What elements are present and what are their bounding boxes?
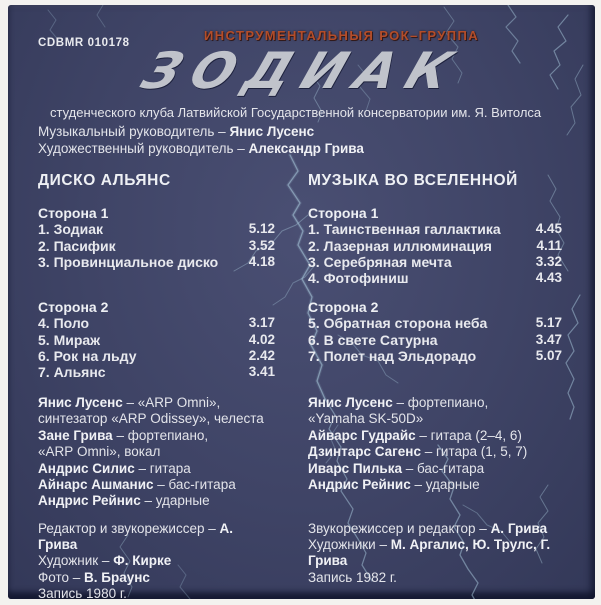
track-time: 4.11: [536, 237, 562, 253]
art-director-line: [38, 141, 364, 158]
side-1-block: [38, 205, 275, 270]
musician-credit: – фортепиано, «ARP Omni», вокал: [38, 427, 209, 460]
track-title: 4. Поло: [38, 315, 90, 332]
musician-name: Дзинтарс Сагенс: [308, 444, 421, 460]
side-1-block: [308, 205, 562, 286]
musician-credit: – бас-гитара: [401, 460, 485, 476]
conservatory-subtitle: студенческого клуба Латвийской Государственной консерватории им. Я. Витолса: [50, 105, 542, 120]
production-name: Ф. Кирке: [113, 553, 172, 569]
track-title: 7. Альянс: [38, 364, 106, 381]
music-director-name: Янис Лусенс: [229, 124, 315, 139]
track-title: 5. Обратная сторона неба: [308, 315, 488, 332]
musician-credit: – «ARP Omni», синтезатор «ARP Odissey», челеста: [38, 395, 264, 427]
production-role: Художник –: [38, 553, 114, 569]
musician-name: Зане Грива: [38, 427, 113, 443]
musician-name: Янис Лусенс: [308, 395, 393, 410]
musician-name: Янис Лусенс: [38, 395, 123, 410]
side-label: Сторона 2: [308, 299, 379, 315]
track-title: 3. Провинциальное диско: [38, 253, 219, 270]
track-title: 3. Серебряная мечта: [308, 253, 452, 270]
track-title: 6. В свете Сатурна: [308, 331, 438, 348]
track-time: 5.07: [535, 347, 562, 363]
album-title: ДИСКО АЛЬЯНС: [38, 172, 171, 189]
side-2-block: [38, 299, 275, 380]
musician-line: [38, 395, 276, 428]
album-back-cover-card: [8, 5, 595, 599]
musicians-block: [38, 395, 276, 510]
group-type-label: ИНСТРУМЕНТАЛЬНЫЯ РОК–ГРУППА: [204, 28, 480, 43]
leaders-block: [38, 124, 364, 157]
album-title: МУЗЫКА ВО ВСЕЛЕННОЙ: [308, 172, 518, 189]
track-title: 7. Полет над Эльдорадо: [308, 347, 477, 364]
side-label: Сторона 1: [308, 205, 379, 221]
production-name: В. Браунс: [84, 569, 150, 585]
production-credits-block: [308, 521, 562, 586]
track-title: 1. Таинственная галлактика: [308, 221, 501, 238]
track-row: [38, 348, 275, 364]
musician-credit: – гитара: [134, 460, 191, 476]
track-time: 5.17: [535, 315, 562, 331]
musician-name: Айнарс Ашманис: [38, 477, 154, 493]
track-row: [308, 238, 562, 254]
track-time: 4.02: [248, 331, 275, 347]
track-row: [38, 254, 275, 270]
track-title: 1. Зодиак: [38, 221, 103, 238]
album-column-disco-alliance: [38, 172, 275, 597]
production-line: [38, 553, 275, 569]
side-2-block: [308, 299, 562, 364]
track-time: 3.32: [535, 253, 562, 269]
musician-name: Андрис Рейнис: [38, 493, 141, 509]
art-director-role: Художественный руководитель –: [38, 140, 249, 156]
musician-credit: – ударные: [140, 493, 210, 509]
track-row: [38, 221, 275, 237]
musician-credit: – ударные: [410, 477, 480, 493]
recording-year-note: Запись 1982 г.: [308, 569, 397, 585]
musician-name: Андрис Рейнис: [308, 477, 411, 493]
track-time: 3.17: [248, 315, 275, 331]
production-role: Художники –: [308, 537, 391, 553]
production-role: Фото –: [38, 569, 85, 585]
musician-line: [308, 461, 540, 477]
track-time: 3.52: [248, 237, 275, 253]
track-time: 5.12: [248, 221, 275, 237]
track-row: [38, 238, 275, 254]
musician-line: [308, 395, 540, 428]
production-credits-block: [38, 521, 275, 599]
musician-line: [38, 428, 276, 461]
track-row: [308, 348, 562, 364]
track-title: 2. Пасифик: [38, 237, 116, 254]
musician-credit: – фортепиано, «Yamaha SK-50D»: [308, 395, 489, 427]
track-time: 4.45: [535, 221, 562, 237]
musician-name: Андрис Силис: [38, 460, 135, 476]
album-column-music-in-the-universe: [308, 172, 562, 597]
production-line: [308, 521, 562, 537]
musician-line: [38, 461, 276, 477]
track-row: [38, 364, 275, 380]
track-row: [308, 315, 562, 331]
musician-credit: – гитара (2–4, 6): [415, 427, 522, 443]
music-director-line: [38, 124, 364, 141]
track-row: [308, 254, 562, 270]
track-row: [308, 221, 562, 237]
production-name: А. Грива: [490, 521, 548, 536]
side-label: Сторона 1: [38, 205, 109, 221]
musician-name: Айварс Гудрайс: [308, 427, 416, 443]
musician-name: Иварс Пилька: [308, 460, 402, 476]
music-director-role: Музыкальный руководитель –: [38, 124, 230, 139]
track-row: [308, 270, 562, 286]
track-row: [38, 315, 275, 331]
side-label: Сторона 2: [38, 299, 109, 315]
art-director-name: Александр Грива: [248, 140, 364, 156]
production-line: [38, 570, 275, 586]
production-role: Редактор и звукорежиссер –: [38, 521, 220, 536]
production-line: [308, 537, 562, 569]
track-row: [38, 332, 275, 348]
track-time: 2.42: [248, 347, 275, 363]
musician-line: [38, 493, 276, 509]
musician-line: [308, 444, 540, 460]
musician-credit: – гитара (1, 5, 7): [420, 444, 528, 460]
musician-line: [38, 477, 276, 493]
recording-year-note: Запись 1980 г.: [38, 585, 127, 599]
catalog-number: CDBMR 010178: [38, 37, 130, 49]
track-title: 5. Мираж: [38, 331, 101, 348]
band-logo-zodiac: ЗОДИАК: [134, 42, 472, 100]
musicians-block: [308, 395, 540, 493]
track-title: 4. Фотофиниш: [308, 270, 409, 287]
musician-credit: – бас-гитара: [153, 477, 236, 493]
musician-line: [308, 477, 540, 493]
production-role: Звукорежиссер и редактор –: [308, 521, 491, 536]
track-time: 4.18: [248, 253, 275, 269]
track-title: 2. Лазерная иллюминация: [308, 237, 492, 254]
track-time: 3.41: [248, 364, 275, 380]
musician-line: [308, 428, 540, 444]
production-name: А. Грива: [38, 521, 233, 553]
production-line: [38, 521, 275, 553]
production-name: М. Аргалис, Ю. Трулс, Г. Грива: [308, 537, 551, 569]
track-row: [308, 332, 562, 348]
track-time: 3.47: [535, 331, 562, 347]
track-title: 6. Рок на льду: [38, 347, 137, 364]
track-time: 4.43: [535, 270, 562, 286]
